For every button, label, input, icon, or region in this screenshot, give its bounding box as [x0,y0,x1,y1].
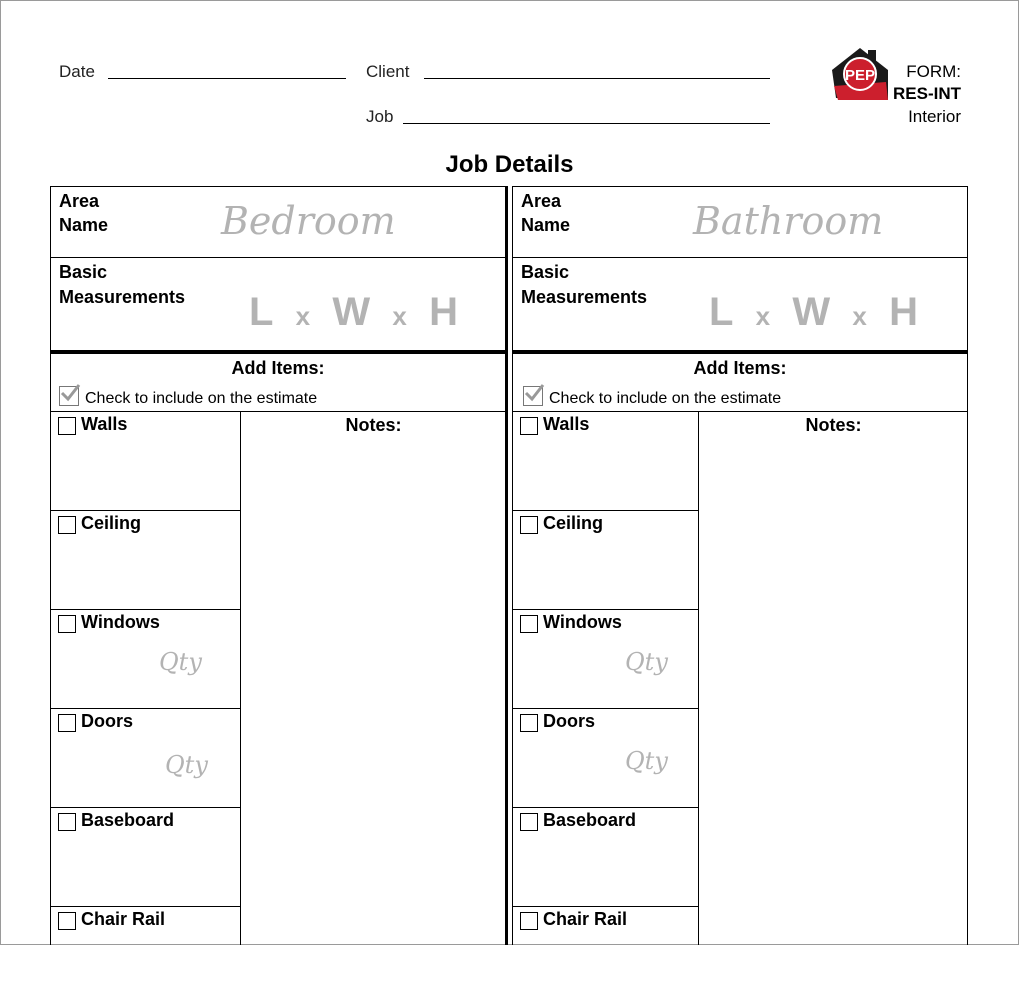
measurements-row[interactable] [51,258,505,354]
notes-label: Notes: [805,415,862,435]
measurements-row[interactable] [513,258,967,354]
checked-box-icon [59,386,79,406]
item-label: Doors [543,711,596,731]
item-baseboard[interactable] [51,808,240,907]
item-ceiling[interactable] [51,511,240,610]
items-column [513,412,699,945]
notes-label: Notes: [345,415,402,435]
item-label: Walls [543,414,590,434]
form-label: FORM: [906,62,961,81]
lwh-hint: L x W x H [709,290,918,334]
name-label: Name [521,215,571,235]
item-chair-rail[interactable] [51,907,240,1006]
item-label: Ceiling [543,513,604,533]
item-label: Chair Rail [81,909,166,929]
item-label: Windows [81,612,160,632]
area-name-hint: Bedroom [221,199,396,243]
area-label: Area [59,191,100,211]
area-panel-right [512,186,968,945]
job-label: Job [366,107,394,126]
lwh-hint: L x W x H [249,290,458,334]
add-items-title: Add Items: [231,358,325,378]
form-code: RES-INT [893,84,961,103]
measurements-label: Measurements [59,287,186,307]
panel-divider [505,186,508,945]
check-instruction: Check to include on the estimate [523,386,781,408]
add-items-row [51,354,505,412]
job-field[interactable] [403,123,770,124]
area-name-hint: Bathroom [693,199,884,243]
page-title: Job Details [445,151,574,178]
area-panel-left [50,186,506,945]
item-chair-rail[interactable] [513,907,698,1006]
qty-hint[interactable]: Qty [165,751,208,779]
checkbox[interactable] [520,813,538,831]
name-label: Name [59,215,109,235]
checkbox[interactable] [520,417,538,435]
qty-hint[interactable]: Qty [159,648,202,676]
qty-hint[interactable]: Qty [625,747,668,775]
item-label: Baseboard [81,810,175,830]
checkbox[interactable] [58,714,76,732]
area-name-row[interactable] [513,187,967,258]
item-walls[interactable] [513,412,698,511]
pep-logo [828,44,892,104]
item-baseboard[interactable] [513,808,698,907]
checkbox[interactable] [58,615,76,633]
item-ceiling[interactable] [513,511,698,610]
checkbox[interactable] [58,516,76,534]
add-items-title: Add Items: [693,358,787,378]
item-windows[interactable] [51,610,240,709]
checkbox[interactable] [520,714,538,732]
basic-label: Basic [521,262,570,282]
area-name-row[interactable] [51,187,505,258]
item-label: Chair Rail [543,909,628,929]
item-label: Ceiling [81,513,142,533]
date-field[interactable] [108,78,346,79]
add-items-row [513,354,967,412]
item-label: Doors [81,711,134,731]
client-label: Client [366,62,410,81]
checkbox[interactable] [58,813,76,831]
item-label: Windows [543,612,622,632]
checkbox[interactable] [58,417,76,435]
item-label: Baseboard [543,810,637,830]
measurements-label: Measurements [521,287,648,307]
item-windows[interactable] [513,610,698,709]
client-field[interactable] [424,78,770,79]
area-label: Area [521,191,562,211]
date-label: Date [59,62,95,81]
checkbox[interactable] [520,912,538,930]
check-instruction: Check to include on the estimate [59,386,317,408]
item-walls[interactable] [51,412,240,511]
item-label: Walls [81,414,128,434]
item-doors[interactable] [513,709,698,808]
qty-hint[interactable]: Qty [625,648,668,676]
checkbox[interactable] [520,615,538,633]
basic-label: Basic [59,262,108,282]
items-column [51,412,241,945]
item-doors[interactable] [51,709,240,808]
checkbox[interactable] [58,912,76,930]
checked-box-icon [523,386,543,406]
form-type: Interior [908,107,961,126]
checkbox[interactable] [520,516,538,534]
logo-text: PEP [844,67,876,84]
